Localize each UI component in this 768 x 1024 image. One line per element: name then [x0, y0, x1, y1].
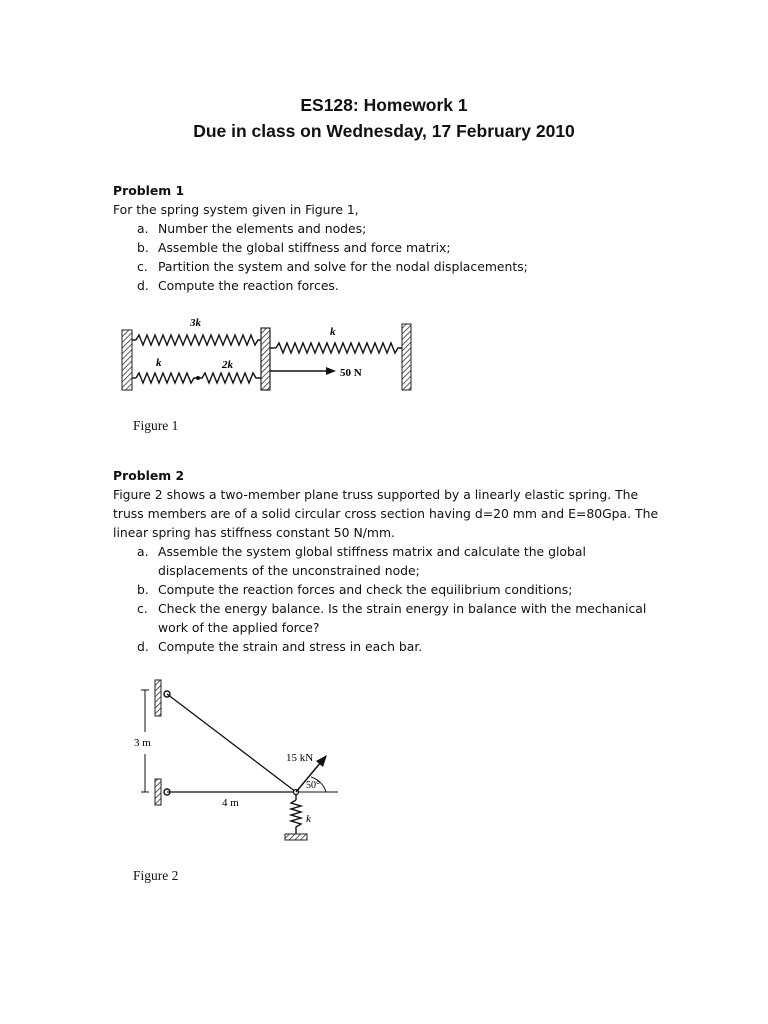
label-k-right: k	[330, 326, 336, 338]
label-3k: 3k	[190, 317, 201, 329]
list-item	[137, 219, 366, 238]
list-item	[137, 599, 647, 635]
problem-1-heading: Problem 1	[113, 183, 185, 198]
label-angle: 50°	[306, 780, 320, 791]
figure-2-caption: Figure 2	[133, 868, 179, 883]
list-item	[137, 276, 339, 295]
top-support	[155, 680, 161, 716]
spring-ground	[285, 834, 307, 840]
problem-2-intro-line: truss members are of a solid circular cross section having d=20 mm and E=80Gpa. The	[113, 506, 659, 521]
list-item-label: a.	[137, 221, 149, 236]
list-item	[137, 542, 586, 578]
list-item-text: Compute the strain and stress in each bar.	[158, 639, 423, 654]
problem-2-intro-line: Figure 2 shows a two-member plane truss supported by a linearly elastic spring. The	[113, 487, 639, 502]
label-k-bottom: k	[156, 357, 162, 369]
figure-2-truss	[130, 676, 345, 851]
middle-block	[261, 328, 270, 390]
list-item	[137, 257, 528, 276]
spring-3k	[136, 335, 261, 345]
label-2k: 2k	[222, 359, 233, 371]
spring-2k	[198, 373, 261, 383]
list-item-label: c.	[137, 601, 148, 616]
list-item-text: Number the elements and nodes;	[158, 221, 367, 236]
due-date: Due in class on Wednesday, 17 February 2010	[193, 121, 575, 141]
left-wall	[122, 330, 132, 390]
right-wall	[402, 324, 411, 390]
figure-1-spring-system	[118, 312, 418, 397]
figure-1-caption: Figure 1	[133, 418, 179, 433]
list-item-label: b.	[137, 582, 149, 597]
list-item	[137, 580, 572, 599]
list-item-label: c.	[137, 259, 148, 274]
label-3m: 3 m	[134, 737, 151, 749]
list-item	[137, 238, 451, 257]
list-item-label: a.	[137, 544, 149, 559]
list-item-text: Assemble the global stiffness and force matrix;	[158, 240, 451, 255]
list-item-continuation: work of the applied force?	[158, 620, 320, 635]
label-k: k	[306, 813, 311, 825]
list-item-text: Assemble the system global stiffness matrix and calculate the global	[158, 544, 586, 559]
label-15kn: 15 kN	[286, 752, 314, 764]
list-item-text: Partition the system and solve for the nodal displacements;	[158, 259, 528, 274]
bottom-support	[155, 779, 161, 805]
label-50n: 50 N	[340, 367, 362, 379]
list-item-label: d.	[137, 639, 149, 654]
list-item-label: d.	[137, 278, 149, 293]
problem-1-intro: For the spring system given in Figure 1,	[113, 202, 359, 217]
list-item-text: Compute the reaction forces.	[158, 278, 339, 293]
member-diagonal	[167, 694, 296, 792]
list-item-text: Compute the reaction forces and check the equilibrium conditions;	[158, 582, 573, 597]
spring-k-right	[276, 343, 402, 353]
problem-2-intro-line: linear spring has stiffness constant 50 N/mm.	[113, 525, 395, 540]
label-4m: 4 m	[222, 797, 239, 809]
page-title: ES128: Homework 1	[300, 95, 468, 115]
problem-2-heading: Problem 2	[113, 468, 185, 483]
list-item	[137, 637, 422, 656]
spring-k	[291, 800, 301, 834]
list-item-label: b.	[137, 240, 149, 255]
spring-k-bottom	[136, 373, 198, 383]
list-item-text: Check the energy balance. Is the strain energy in balance with the mechanical	[158, 601, 647, 616]
list-item-continuation: displacements of the unconstrained node;	[158, 563, 420, 578]
